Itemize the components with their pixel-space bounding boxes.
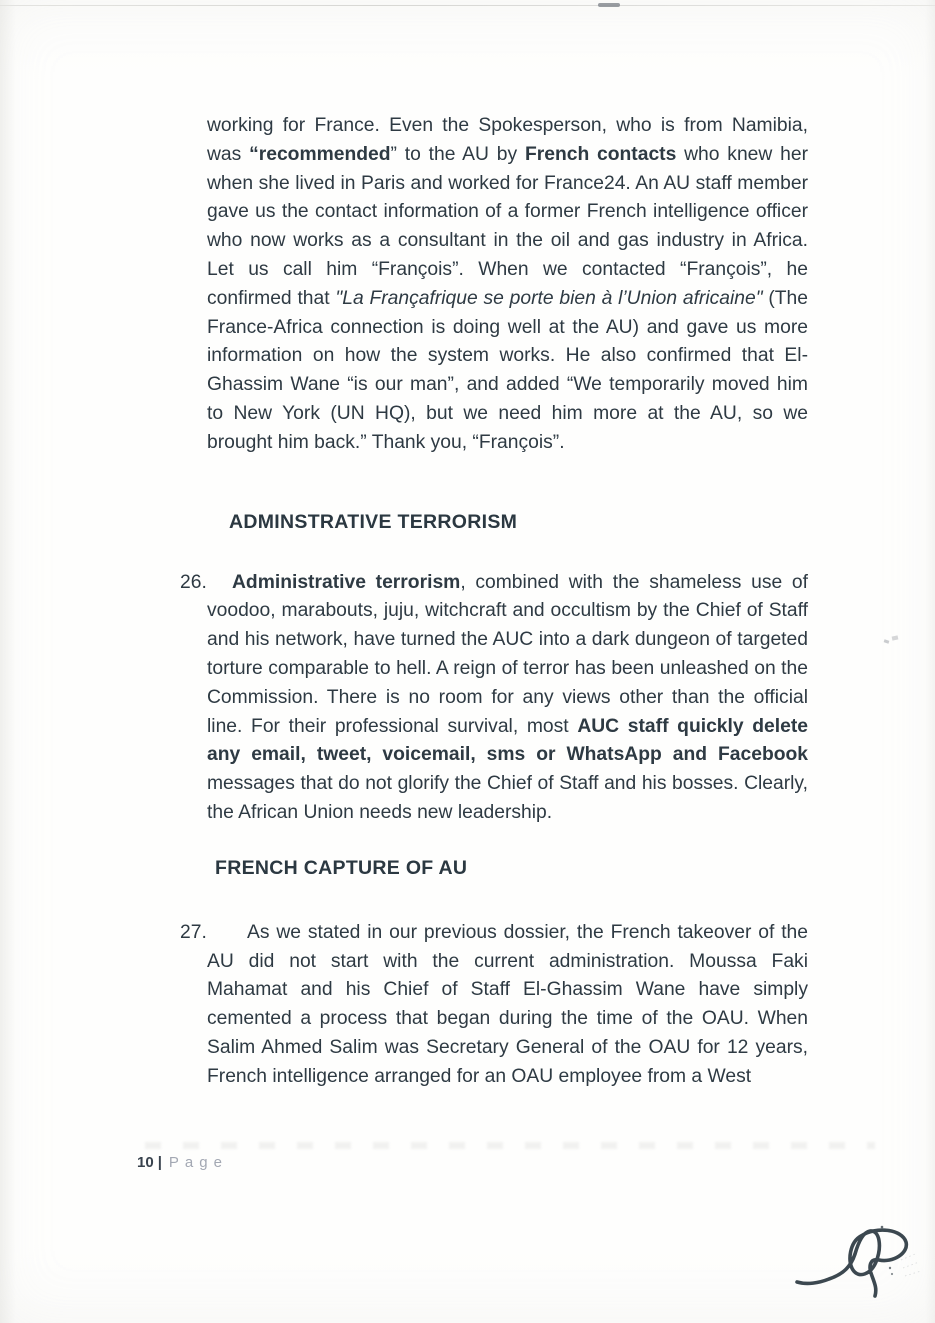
- text-segment: As we stated in our previous dossier, the French takeover of the AU did not start with the current administration. Moussa Faki Mahamat and his Chief of Staff El-Ghassim Wane have simply cemented a process that began during the time of the OAU. When Salim Ahmed Salim was Secretary General of the OAU for 12 years, French intelligence arranged for an OAU employee from a West: [207, 921, 808, 1087]
- signature-icon: [789, 1216, 929, 1312]
- text-segment: “recommended: [249, 143, 391, 165]
- scan-speck: [892, 635, 899, 640]
- text-segment: French contacts: [524, 143, 677, 165]
- text-segment: (The France-Africa connection is doing well at the AU) and gave us more information on how the system works. He also confirmed that El-Ghassim Wane “is our man”, and added “We temporarily moved him to New York (UN HQ), but we need him more at the AU, so we brought him back.” Thank you, “François”.: [207, 287, 809, 453]
- text-segment: "La Françafrique se porte bien à l’Union africaine": [335, 287, 769, 309]
- document-body: [180, 112, 809, 1092]
- scan-edge-shading-left: [0, 0, 16, 1323]
- paragraph-continuation: [207, 112, 808, 458]
- footer-page-label: Page: [168, 1154, 228, 1171]
- numbered-paragraph-27: [180, 919, 808, 1092]
- text-segment: who knew her when she lived in Paris and worked for France24. An AU staff member gave us the contact information of a former French intelligence officer who now works as a consultant in the oil and gas industry in Africa. Let us call him “François”. When we contacted “François”, he confirmed that: [207, 143, 808, 309]
- scan-staple-mark: [598, 3, 620, 7]
- footer-separator: |: [157, 1154, 162, 1171]
- text-segment: working for France. Even the Spokesperson, who is from Namibia, was: [207, 115, 808, 165]
- paragraph-number: 26.: [180, 571, 207, 593]
- text-segment: messages that do not glorify the Chief of Staff and his bosses. Clearly, the African Union needs new leadership.: [207, 773, 808, 823]
- scan-artifact-band: [145, 1142, 875, 1149]
- scan-top-edge-line: [0, 5, 935, 6]
- paragraph-number: 27.: [180, 921, 207, 943]
- text-segment: AUC staff quickly delete any email, tweet, voicemail, sms or WhatsApp and Facebook: [207, 715, 809, 766]
- paragraph-26-text: [207, 569, 808, 828]
- section-heading-french-capture-of-au: FRENCH CAPTURE OF AU: [215, 856, 468, 879]
- text-segment: Administrative terrorism: [232, 571, 461, 593]
- page-number: 10: [137, 1154, 154, 1171]
- paragraph-27-text: [207, 919, 808, 1092]
- text-segment: , combined with the shameless use of voodoo, marabouts, juju, witchcraft and occultism by the Chief of Staff and his network, have turned the AUC into a dark dungeon of targeted torture comparable to hell. A reign of terror has been unleashed on the Commission. There is no room for any views other than the official line. For their professional survival, most: [207, 571, 808, 737]
- scan-edge-shading-right: [925, 0, 935, 1323]
- text-segment: ” to the AU by: [390, 143, 525, 165]
- scan-speck: [884, 639, 890, 643]
- numbered-paragraph-26: [180, 569, 809, 828]
- section-heading-adminstrative-terrorism: ADMINSTRATIVE TERRORISM: [229, 510, 518, 533]
- page-footer: [137, 1154, 228, 1172]
